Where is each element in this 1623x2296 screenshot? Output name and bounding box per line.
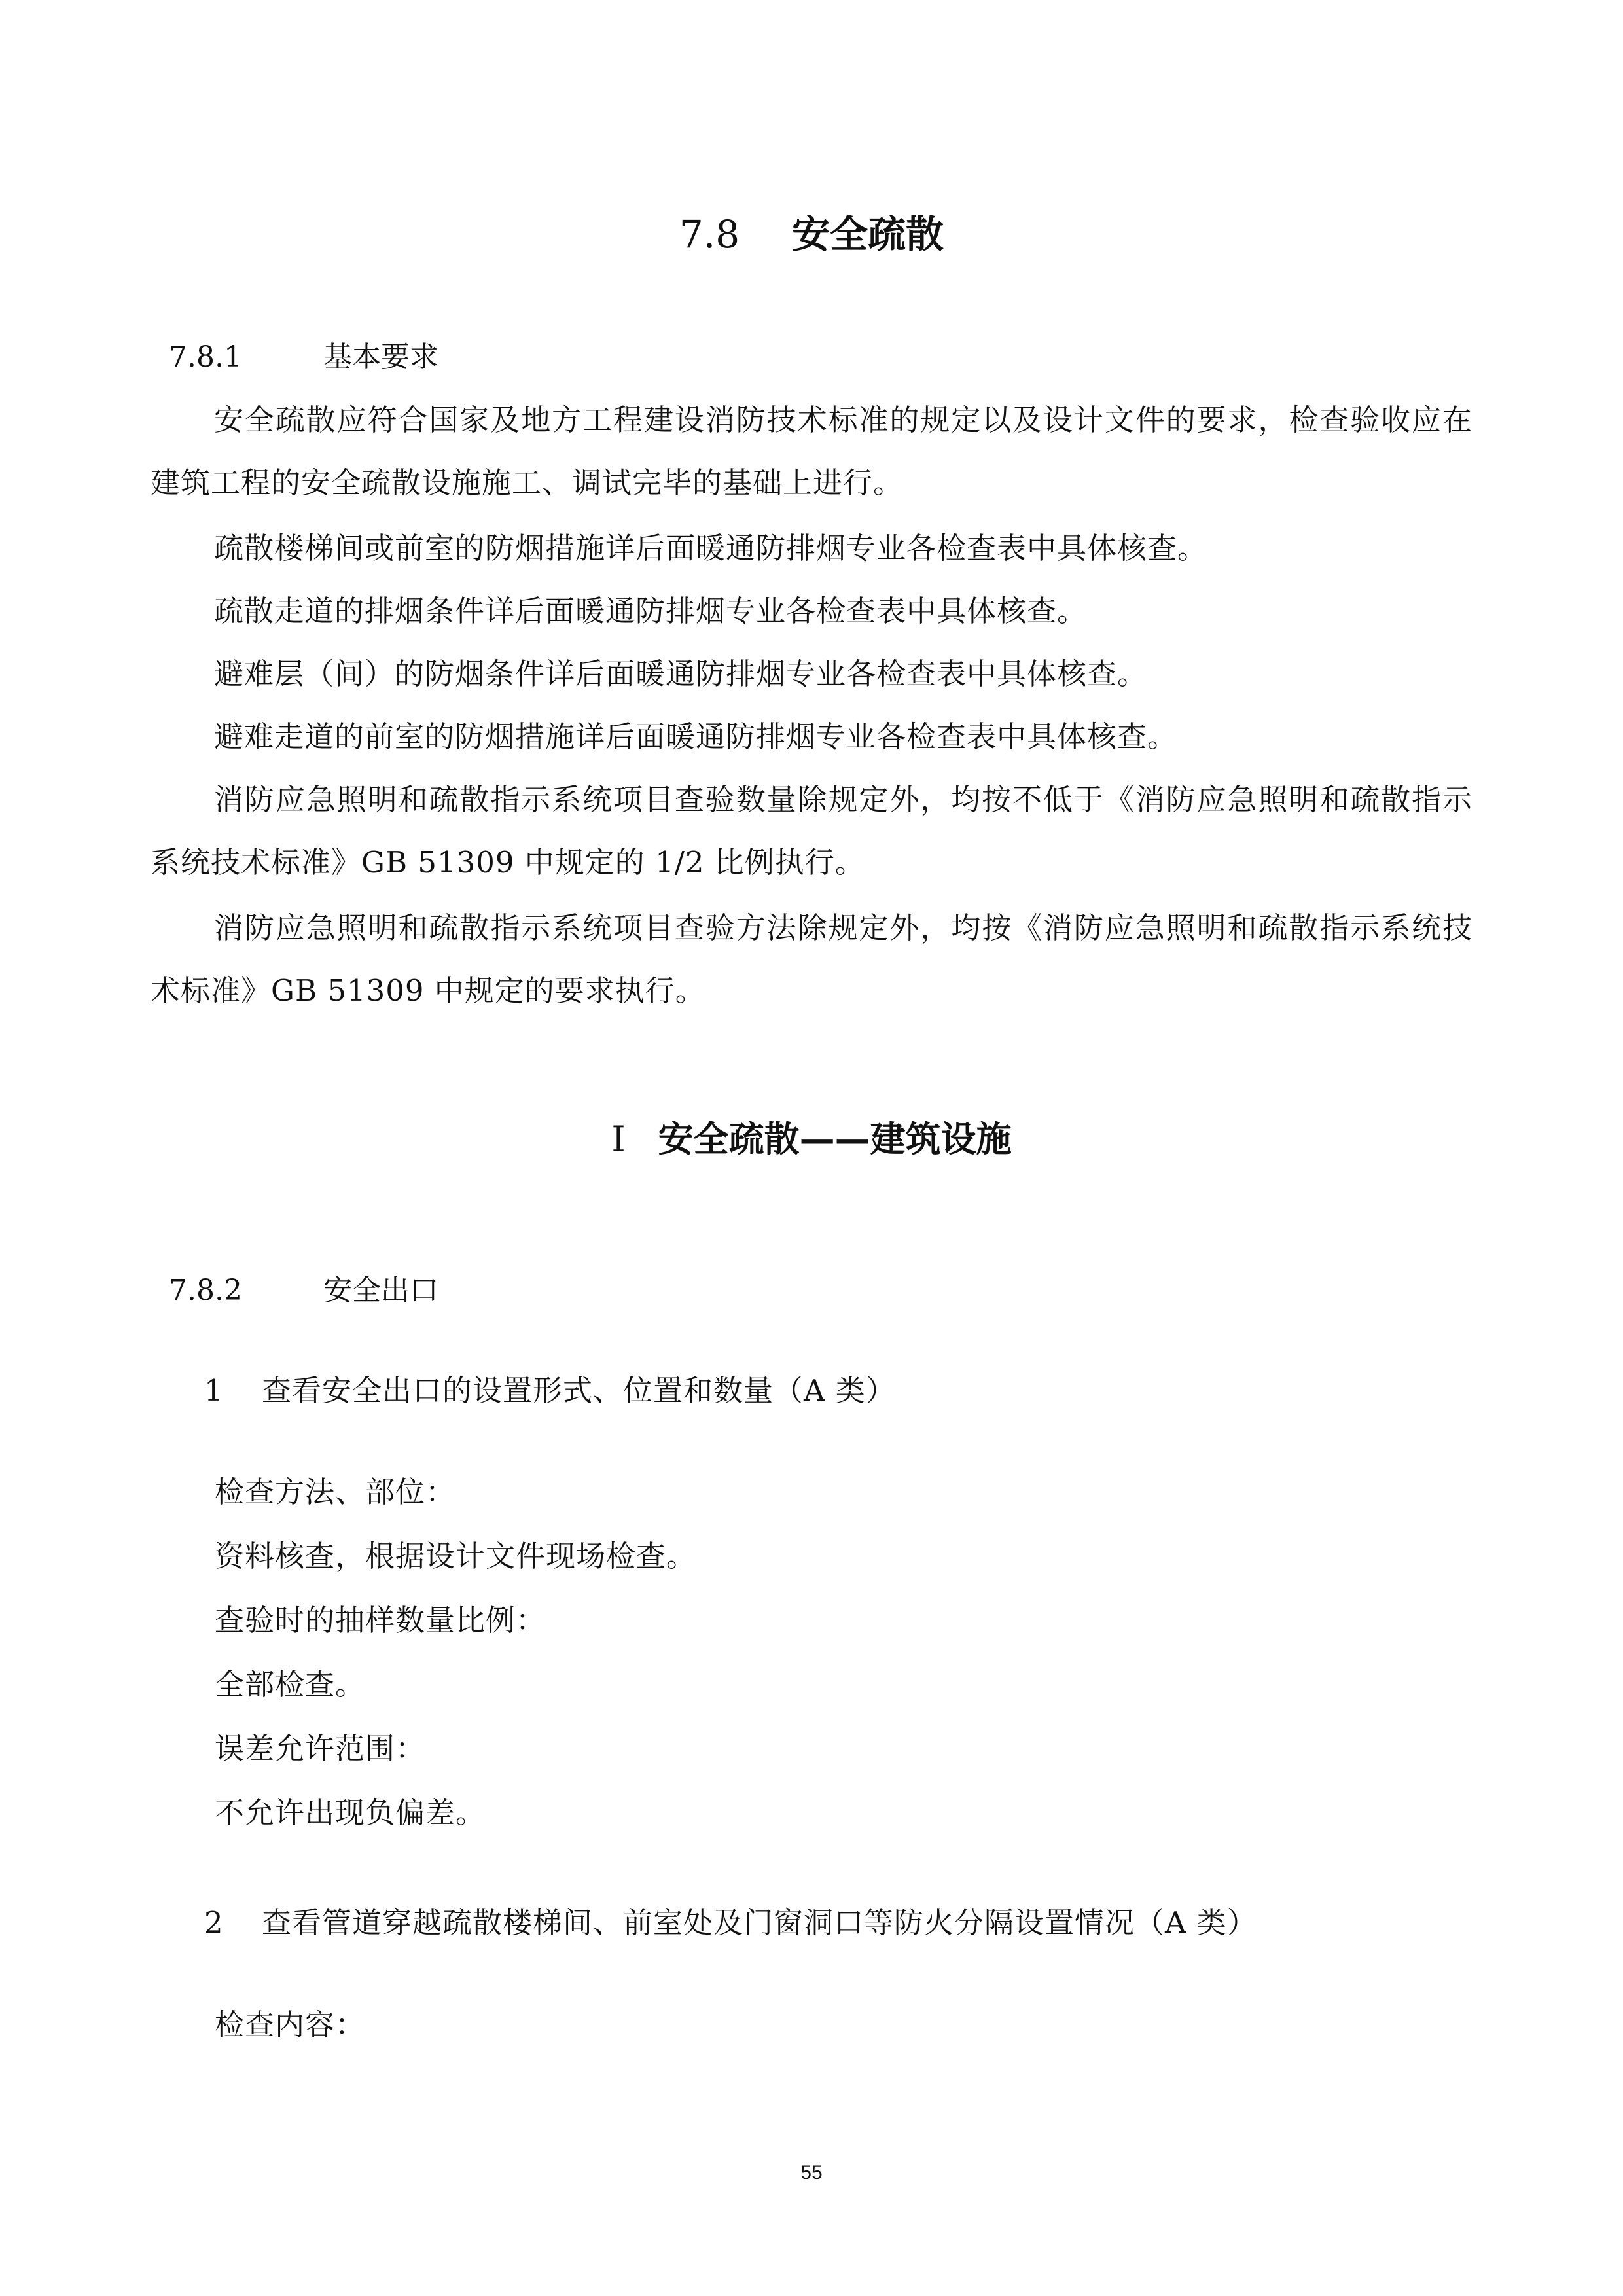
paragraph: 避难层（间）的防烟条件详后面暖通防排烟专业各检查表中具体核查。	[214, 656, 1148, 691]
detail-label: 检查方法、部位：	[215, 1475, 456, 1509]
paragraph: 疏散走道的排烟条件详后面暖通防排烟专业各检查表中具体核查。	[214, 594, 1088, 628]
paragraph: 安全疏散应符合国家及地方工程建设消防技术标准的规定以及设计文件的要求，检查验收应在建筑工程的安全疏散设施施工、调试完毕的基础上进行。	[151, 403, 1472, 500]
detail-text: 不允许出现负偏差。	[215, 1795, 486, 1830]
check-item-2	[204, 1903, 1257, 1943]
item-title: 查看管道穿越疏散楼梯间、前室处及门窗洞口等防火分隔设置情况（A 类）	[262, 1905, 1257, 1940]
detail-label: 检查内容：	[215, 2007, 366, 2042]
subsection-heading-7-8-1	[169, 338, 438, 377]
detail-label: 误差允许范围：	[215, 1731, 426, 1766]
item-number: 2	[204, 1905, 224, 1940]
subsection-title: 安全出口	[323, 1274, 438, 1307]
paragraph: 消防应急照明和疏散指示系统项目查验数量除规定外，均按不低于《消防应急照明和疏散指示系统技术标准》GB 51309 中规定的 1/2 比例执行。	[151, 782, 1472, 880]
paragraph: 疏散楼梯间或前室的防烟措施详后面暖通防排烟专业各检查表中具体核查。	[214, 531, 1208, 565]
page-number: 55	[800, 2162, 823, 2183]
part-title	[0, 1113, 1623, 1166]
part-roman-numeral: I	[611, 1119, 626, 1160]
detail-text: 全部检查。	[215, 1667, 366, 1702]
subsection-number: 7.8.2	[169, 1274, 242, 1307]
paragraph: 避难走道的前室的防烟措施详后面暖通防排烟专业各检查表中具体核查。	[214, 719, 1178, 754]
subsection-heading-7-8-2	[169, 1271, 438, 1310]
section-number: 7.8	[679, 212, 740, 257]
section-title-text: 安全疏散	[792, 212, 944, 257]
section-title	[0, 208, 1623, 260]
detail-text: 资料核查，根据设计文件现场检查。	[215, 1539, 697, 1573]
paragraph: 消防应急照明和疏散指示系统项目查验方法除规定外，均按《消防应急照明和疏散指示系统技术标准》GB 51309 中规定的要求执行。	[151, 910, 1472, 1008]
subsection-title: 基本要求	[323, 340, 438, 374]
item-title: 查看安全出口的设置形式、位置和数量（A 类）	[262, 1373, 896, 1408]
part-title-text: 安全疏散——建筑设施	[658, 1118, 1012, 1160]
item-number: 1	[204, 1373, 224, 1408]
check-item-1	[204, 1371, 896, 1410]
detail-label: 查验时的抽样数量比例：	[215, 1603, 546, 1638]
subsection-number: 7.8.1	[169, 340, 242, 374]
